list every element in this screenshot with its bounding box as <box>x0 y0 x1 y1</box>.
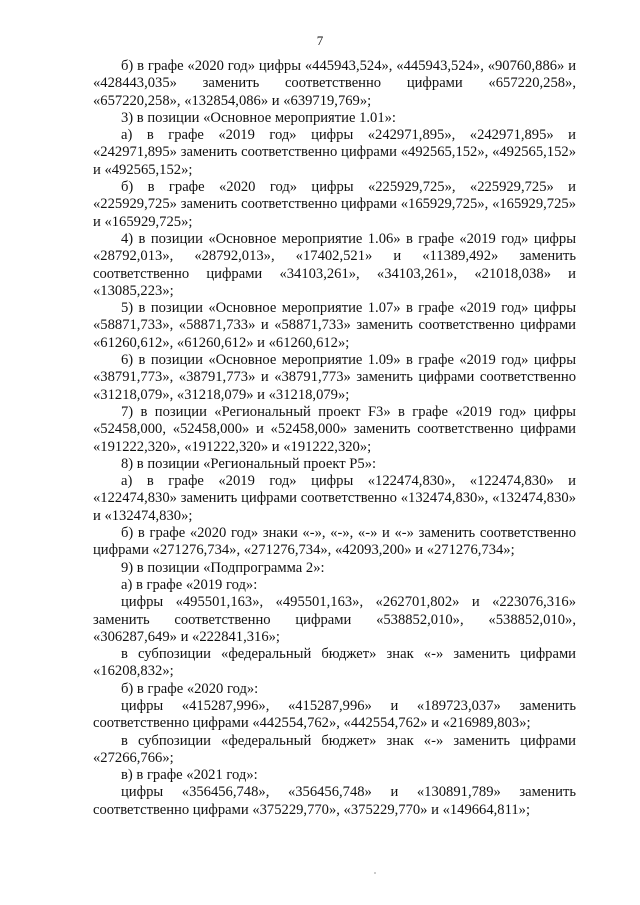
paragraph-item-9: 9) в позиции «Подпрограмма 2»: <box>121 559 325 576</box>
paragraph-item-9b-federal: в субпозиции «федеральный бюджет» знак «-» заменить цифрами «27266,766»; <box>93 732 576 766</box>
paragraph-2020-amounts: б) в графе «2020 год» цифры «445943,524», «445943,524», «90760,886» и «428443,035» заменить соответственно цифрами «657220,258», «657220,258», «132854,086» и «639719,769»; <box>93 58 576 109</box>
paragraph-item-9b: б) в графе «2020 год»: <box>121 680 259 697</box>
paragraph-item-3b: б) в графе «2020 год» цифры «225929,725», «225929,725» и «225929,725» заменить соответственно цифрами «165929,725», «165929,725» и «165929,725»; <box>93 179 576 230</box>
paragraph-item-4: 4) в позиции «Основное мероприятие 1.06» в графе «2019 год» цифры «28792,013», «28792,013», «17402,521» и «11389,492» заменить соответственно цифрами «34103,261», «34103,261», «21018,038» и «13085,223»; <box>93 230 576 299</box>
scan-speck <box>374 872 376 874</box>
paragraph-item-8b: б) в графе «2020 год» знаки «-», «-», «-» и «-» заменить соответственно цифрами «271276,734», «271276,734», «42093,200» и «271276,734»; <box>93 525 576 559</box>
paragraph-item-8: 8) в позиции «Региональный проект P5»: <box>121 455 377 472</box>
paragraph-item-9a-figures: цифры «495501,163», «495501,163», «262701,802» и «223076,316» заменить соответственно цифрами «538852,010», «538852,010», «306287,649» и «222841,316»; <box>93 594 576 645</box>
paragraph-item-9c: в) в графе «2021 год»: <box>121 767 258 784</box>
paragraph-item-3: 3) в позиции «Основное мероприятие 1.01»: <box>121 109 396 126</box>
paragraph-item-5: 5) в позиции «Основное мероприятие 1.07» в графе «2019 год» цифры «58871,733», «58871,733» и «58871,733» заменить соответственно цифрами «61260,612», «61260,612» и «61260,612»; <box>93 300 576 351</box>
document-body <box>93 58 576 819</box>
paragraph-item-9a: а) в графе «2019 год»: <box>121 576 258 593</box>
page-number: 7 <box>316 33 324 48</box>
paragraph-item-9c-figures: цифры «356456,748», «356456,748» и «130891,789» заменить соответственно цифрами «375229,770», «375229,770» и «149664,811»; <box>93 784 576 818</box>
paragraph-item-9a-federal: в субпозиции «федеральный бюджет» знак «-» заменить цифрами «16208,832»; <box>93 646 576 680</box>
paragraph-item-6: 6) в позиции «Основное мероприятие 1.09» в графе «2019 год» цифры «38791,773», «38791,773» и «38791,773» заменить цифрами соответственно «31218,079», «31218,079» и «31218,079»; <box>93 352 576 403</box>
paragraph-item-8a: а) в графе «2019 год» цифры «122474,830», «122474,830» и «122474,830» заменить цифрами соответственно «132474,830», «132474,830» и «132474,830»; <box>93 473 576 524</box>
paragraph-item-7: 7) в позиции «Региональный проект F3» в графе «2019 год» цифры «52458,000, «52458,000» и «52458,000» заменить соответственно цифрами «191222,320», «191222,320» и «191222,320»; <box>93 403 576 455</box>
paragraph-item-3a: а) в графе «2019 год» цифры «242971,895», «242971,895» и «242971,895» заменить соответственно цифрами «492565,152», «492565,152» и «492565,152»; <box>93 127 576 178</box>
paragraph-item-9b-figures: цифры «415287,996», «415287,996» и «189723,037» заменить соответственно цифрами «442554,762», «442554,762» и «216989,803»; <box>93 697 576 732</box>
